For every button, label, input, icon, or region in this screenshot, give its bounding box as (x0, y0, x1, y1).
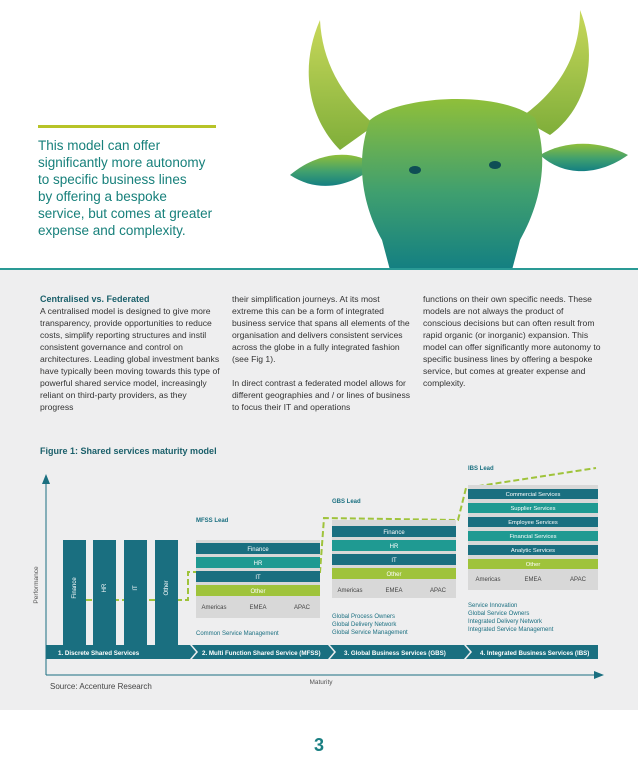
stage-label: 3. Global Business Services (GBS) (344, 650, 446, 657)
left-horn (309, 20, 375, 150)
stage-note: Global Service Management (332, 630, 408, 636)
pillar (124, 540, 147, 658)
pillar-label: HR (102, 583, 108, 593)
stage-label: 4. Integrated Business Services (IBS) (480, 650, 590, 657)
stage3-lead: GBS Lead (332, 499, 361, 505)
region-label: Americas (337, 588, 363, 594)
region-label: EMEA (524, 577, 542, 583)
stage2-lead: MFSS Lead (196, 518, 229, 524)
stage-note: Service Innovation (468, 603, 518, 609)
hero-area (0, 0, 638, 270)
quote-line: expense and complexity. (38, 223, 186, 238)
bar-label: Analytic Services (510, 548, 556, 554)
region-label: EMEA (249, 605, 267, 611)
quote-line: significantly more autonomy (38, 155, 206, 170)
bar-label: Employee Services (508, 520, 558, 526)
stage-label: 1. Discrete Shared Services (58, 650, 140, 657)
pillar (155, 540, 178, 658)
y-axis-label: Performance (33, 566, 40, 604)
stage-note: Global Process Owners (332, 614, 396, 620)
bar-label: IT (391, 558, 397, 564)
bar-label: Other (250, 589, 266, 595)
column-1 (40, 293, 220, 425)
x-axis-label: Maturity (309, 679, 333, 686)
region-label: Americas (201, 605, 227, 611)
pillar (93, 540, 116, 658)
quote-line: This model can offer (38, 138, 161, 153)
bar-label: Finance (383, 530, 405, 536)
region-label: Americas (475, 577, 501, 583)
bull-illustration (250, 0, 638, 270)
region-label: APAC (430, 588, 446, 594)
paragraph: functions on their own specific needs. These models are not always the product of conscious decisions but can often result from rapid organic (or inorganic) expansion. This model can offer significantly more autonomy to specific business lines by offering a bespoke service, but comes at greater expense and complexity. (423, 294, 601, 388)
region-label: EMEA (385, 588, 403, 594)
quote-line: to specific business lines (38, 172, 187, 187)
column-2 (232, 293, 412, 425)
bar-label: Other (386, 572, 402, 578)
bar-label: Commercial Services (505, 492, 561, 498)
right-ear (540, 144, 628, 171)
quote-line: service, but comes at greater (38, 206, 213, 221)
region-label: APAC (570, 577, 586, 583)
stage-label: 2. Multi Function Shared Service (MFSS) (202, 650, 321, 657)
maturity-model-figure (28, 460, 618, 700)
stage-note: Integrated Delivery Network (468, 619, 543, 625)
quote-line: by offering a bespoke (38, 189, 167, 204)
stage-note: Global Service Owners (468, 611, 530, 617)
bar-label: HR (253, 561, 263, 567)
bar-label: Financial Services (509, 534, 557, 540)
figure-title: Figure 1: Shared services maturity model (40, 446, 217, 456)
stage4-lead: IBS Lead (468, 466, 494, 472)
bar-label: Finance (247, 547, 269, 553)
pillar-label: Finance (72, 577, 78, 599)
paragraph: In direct contrast a federated model allows for different geographies and / or lines of business to focus their IT and operations (232, 378, 411, 412)
pull-quote (38, 137, 228, 239)
figure-source: Source: Accenture Research (50, 682, 152, 691)
paragraph: their simplification journeys. At its most extreme this can be a form of integrated business service that spans all elements of the organisation and delivers consistent services across the globe in a fully integrated fashion (see Fig 1). (232, 294, 410, 364)
bar-label: IT (255, 575, 261, 581)
paragraph: A centralised model is designed to give more transparency, provide opportunities to reduce costs, simplify reporting structures and instil consistent governance and control on architectures. Leading global investment banks have typically been moving towards this type of powerful shared service model, increasingly reliant on third-party providers, as they progress (40, 306, 220, 412)
quote-rule (38, 125, 216, 128)
bar-label: Other (525, 562, 541, 568)
page-number: 3 (313, 735, 324, 755)
region-label: APAC (294, 605, 310, 611)
bar-label: Supplier Services (510, 506, 556, 512)
y-axis-arrow (42, 474, 50, 484)
bar-label: HR (389, 544, 399, 550)
stage-note: Global Delivery Network (332, 622, 397, 628)
bull-head (362, 99, 542, 270)
x-axis-arrow (594, 671, 604, 679)
stage-note: Integrated Service Management (468, 627, 554, 633)
pillar-label: IT (133, 585, 139, 591)
stage-note: Common Service Management (196, 631, 279, 637)
pillar-label: Other (164, 580, 170, 596)
section-heading: Centralised vs. Federated (40, 294, 150, 304)
column-3 (423, 293, 603, 401)
